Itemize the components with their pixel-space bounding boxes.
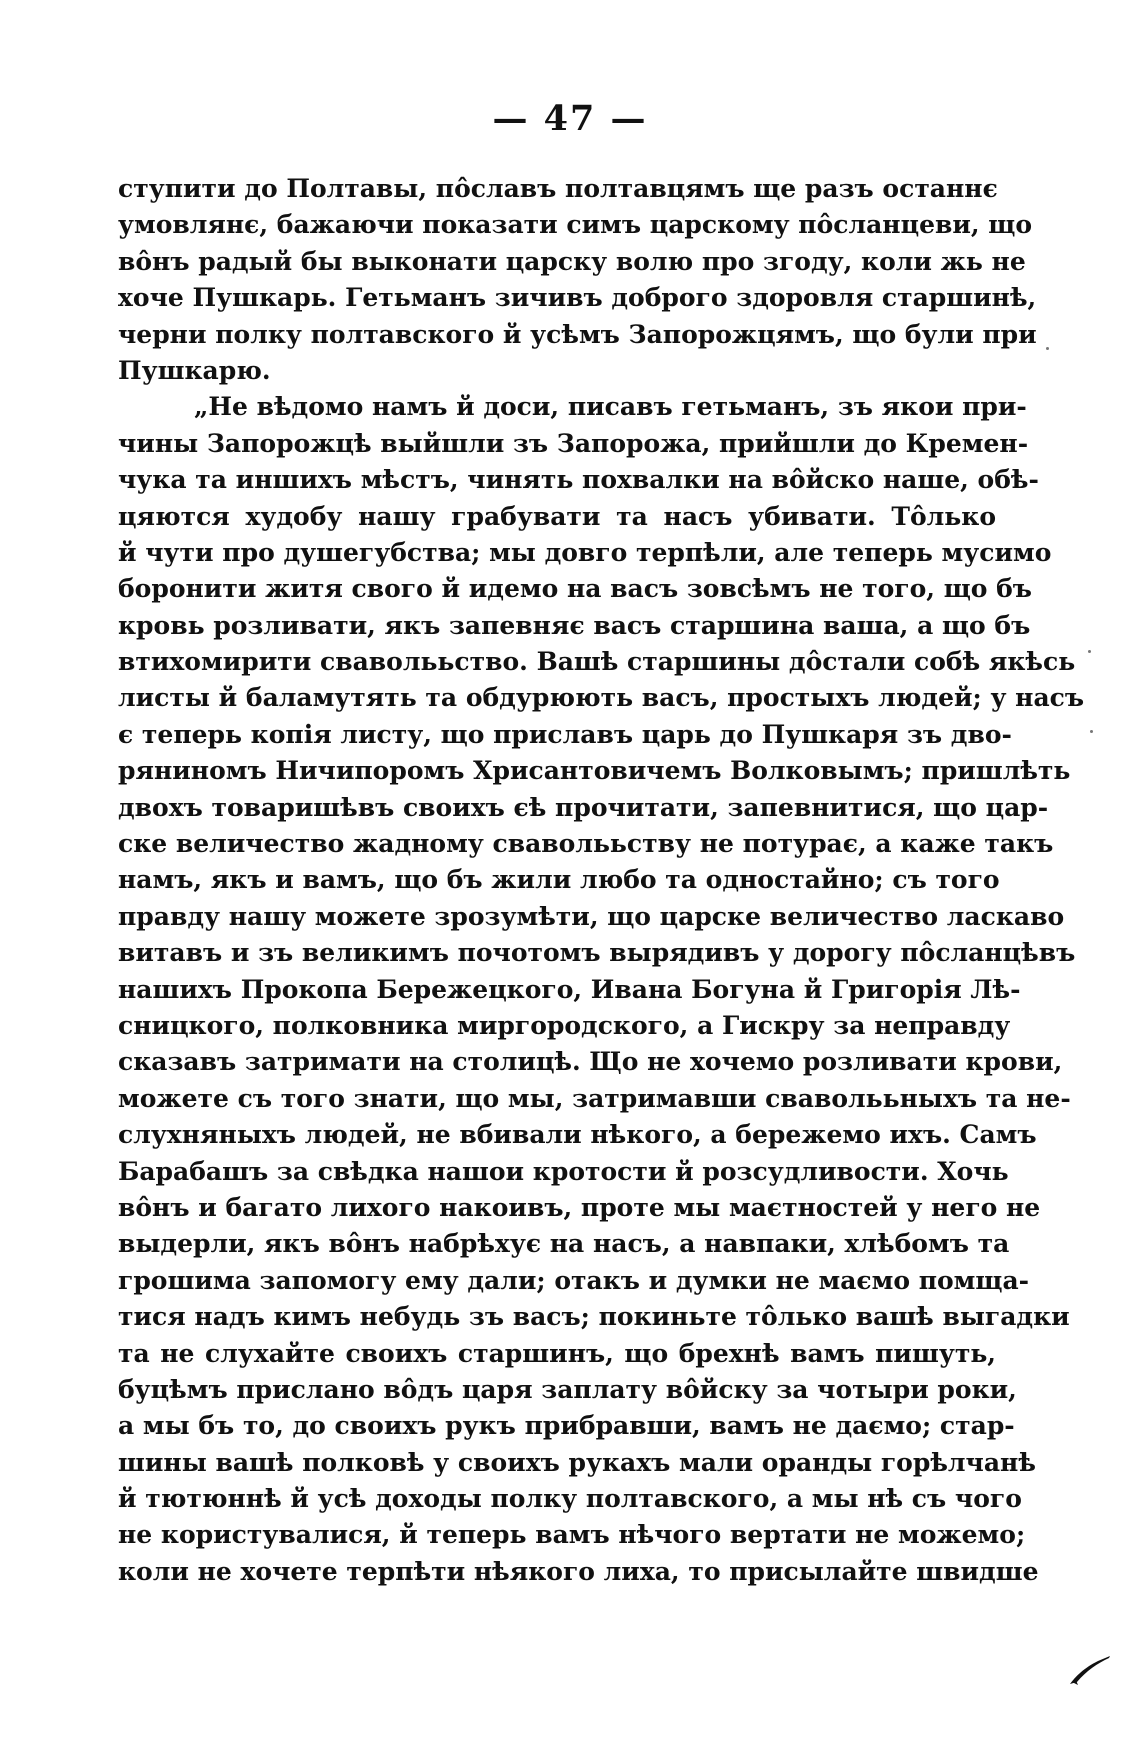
text-line: умовлянє, бажаючи показати симъ царскому пôсланцеви, що (118, 210, 1033, 240)
paper-speck (1090, 730, 1093, 733)
text-line: грошима запомогу ему дали; отакъ и думки не маємо помща- (118, 1265, 1030, 1295)
paper-speck (1088, 650, 1091, 653)
text-line: та не слухайте своихъ старшинъ, що брехнѣ вамъ пишуть, (118, 1338, 996, 1368)
text-line: боронити житя свого й идемо на васъ зовсѣмъ не того, що бъ (118, 574, 1032, 604)
text-line: Пушкарю. (118, 355, 271, 385)
text-line: чины Запорожцѣ выйшли зъ Запорожа, прийшли до Кремен- (118, 428, 1029, 458)
text-line: цяются худобу нашу грабувати та насъ убивати. Тôлько (118, 501, 996, 531)
text-line: можете съ того знати, що мы, затримавши сваволььныхъ та не- (118, 1083, 1071, 1113)
text-line: правду нашу можете зрозумѣти, що царске величество ласкаво (118, 901, 1065, 931)
paragraph-2 (118, 389, 1085, 1590)
text-line: тися надъ кимъ небудь зъ васъ; покиньте тôлько вашѣ выгадки (118, 1302, 1070, 1332)
text-line: й чути про душегубства; мы довго терпѣли, але теперь мусимо (118, 537, 1052, 567)
text-line: втихомирити сваволььство. Вашѣ старшины дôстали собѣ якѣсь (118, 647, 1076, 677)
text-line: хоче Пушкарь. Гетьманъ зичивъ доброго здоровля старшинѣ, (118, 283, 1037, 313)
text-line: ске величество жадному сваволььству не потураϵ, а каже такъ (118, 829, 1054, 859)
text-line: кровь розливати, якъ запевняє васъ старшина ваша, а що бъ (118, 610, 1031, 640)
ink-mark-icon (1068, 1652, 1112, 1686)
text-line: „Не вѣдомо намъ й доси, писавъ гетьманъ, зъ якои при- (194, 392, 1027, 422)
paper-speck (1046, 347, 1049, 350)
text-line: вôнъ радый бы выконати царску волю про згоду, коли жь не (118, 246, 1026, 276)
text-line: є теперь копія листу, що приславъ царь до Пушкаря зъ дво- (118, 719, 1012, 749)
text-line: й тютюннѣ й усѣ доходы полку полтавского, а мы нѣ съ чого (118, 1484, 1022, 1514)
text-line: коли не хочете терпѣти нѣякого лиха, то присылайте швидше (118, 1556, 1039, 1586)
page-number: — 47 — (492, 98, 648, 139)
text-line: ступити до Полтавы, пôславъ полтавцямъ ще разъ останнє (118, 174, 998, 203)
text-line: листы й баламутять та обдурюють васъ, простыхъ людей; у насъ (118, 683, 1085, 713)
text-line: вôнъ и багато лихого накоивъ, проте мы маєтностей у него не (118, 1192, 1041, 1222)
text-line: двохъ товаришѣвъ своихъ єѣ прочитати, запевнитися, що цар- (118, 792, 1049, 822)
text-line: ряниномъ Ничипоромъ Хрисантовичемъ Волковымъ; пришлѣть (118, 756, 1071, 786)
text-line: шины вашѣ полковѣ у своихъ рукахъ мали оранды горѣлчанѣ (118, 1447, 1036, 1477)
text-line: витавъ и зъ великимъ почотомъ вырядивъ у дорогу пôсланцѣвъ (118, 938, 1076, 968)
text-line: не користувалися, й теперь вамъ нѣчого вертати не можемо; (118, 1520, 1026, 1550)
text-line: чука та иншихъ мѣстъ, чинять похвалки на вôйско наше, обѣ- (118, 465, 1039, 495)
text-body (118, 171, 1085, 1590)
text-line: Барабашъ за свѣдка нашои кротости й розсудливости. Хочь (118, 1156, 1009, 1186)
text-line: буцѣмъ прислано вôдъ царя заплату вôйску за чотыри роки, (118, 1374, 1017, 1404)
text-line: а мы бъ то, до своихъ рукъ прибравши, вамъ не даємо; стар- (118, 1411, 1015, 1441)
text-line: сказавъ затримати на столицѣ. Що не хочемо розливати крови, (118, 1047, 1063, 1077)
text-line: нашихъ Прокопа Бережецкого, Ивана Богуна й Григорія Лѣ- (118, 974, 1021, 1004)
text-line: намъ, якъ и вамъ, що бъ жили любо та одностайно; съ того (118, 865, 1000, 895)
text-line: слухняныхъ людей, не вбивали нѣкого, а бережемо ихъ. Самъ (118, 1120, 1037, 1150)
text-line: черни полку полтавского й усѣмъ Запорожцямъ, що були при (118, 319, 1037, 349)
text-line: выдерли, якъ вôнъ набрѣхуϵ на насъ, а навпаки, хлѣбомъ та (118, 1229, 1010, 1259)
paragraph-1 (118, 171, 1037, 389)
text-line: сницкого, полковника миргородского, а Гискру за неправду (118, 1010, 1011, 1040)
